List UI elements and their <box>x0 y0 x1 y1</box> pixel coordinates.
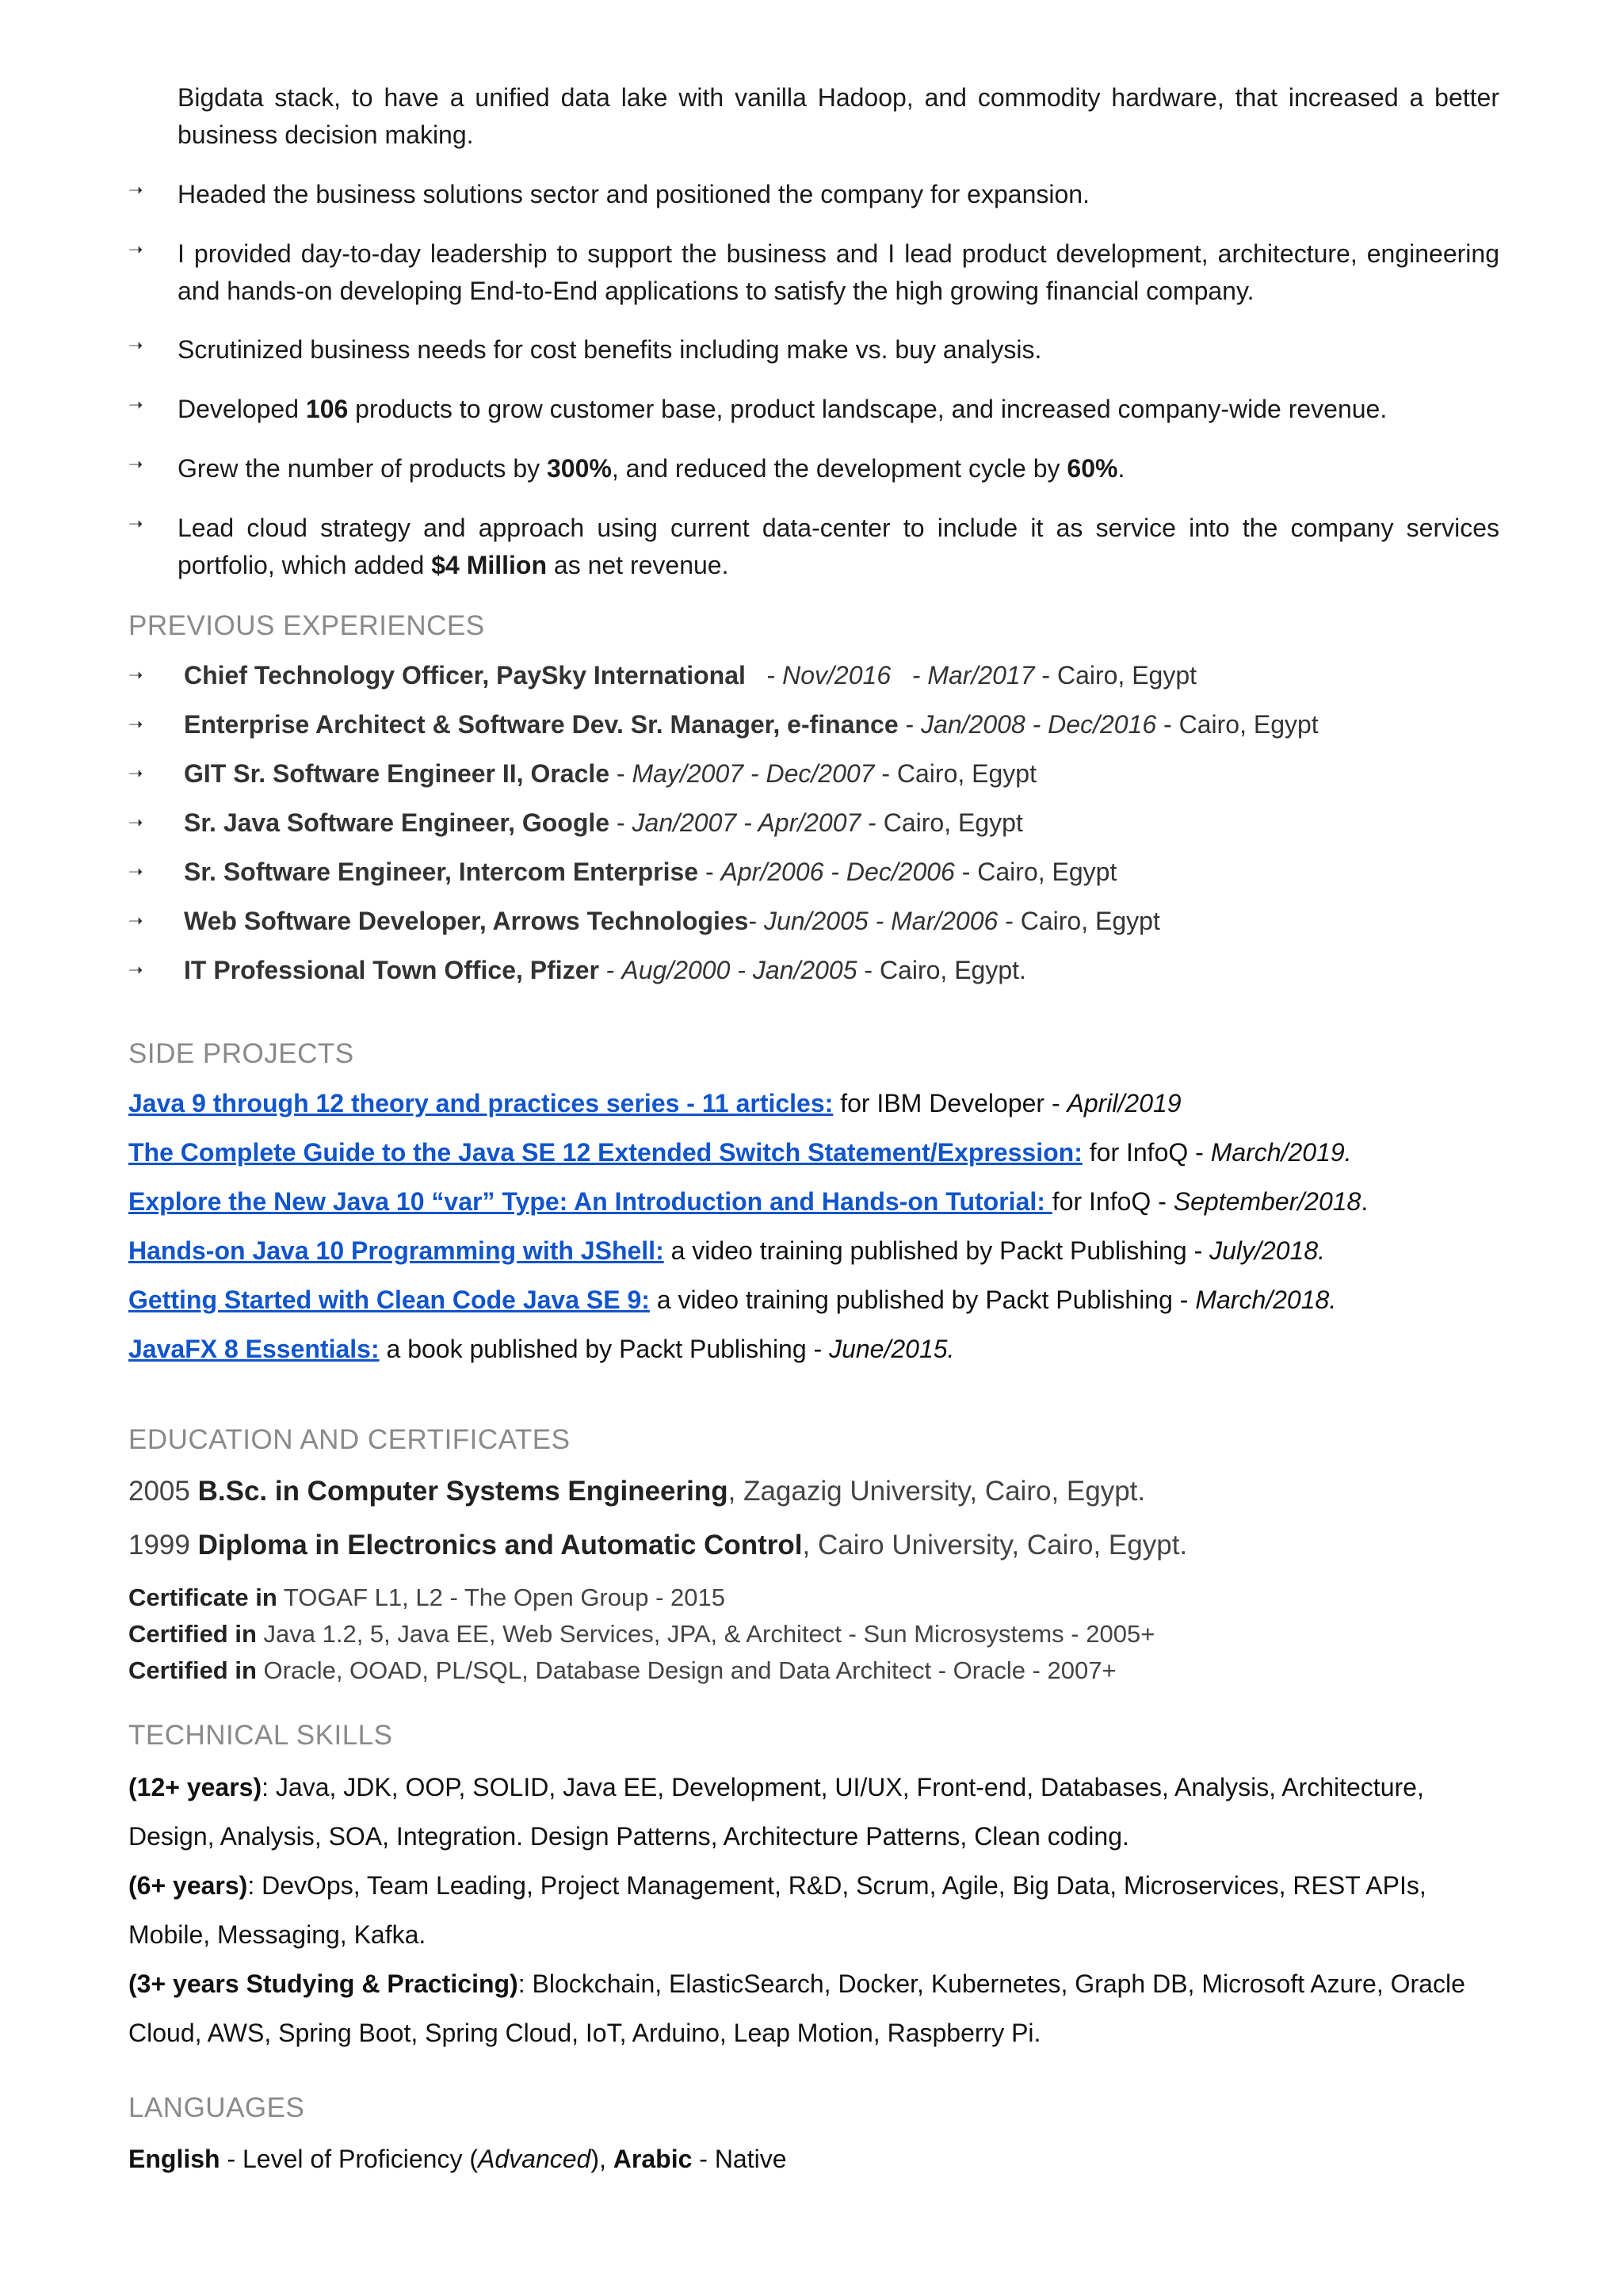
bullet-item: Scrutinized business needs for cost benefits including make vs. buy analysis. <box>178 335 1042 364</box>
side-project-item: Getting Started with Clean Code Java SE 9: a video training published by Packt Publishing - March/2018. <box>128 1286 1337 1314</box>
skill-group: (6+ years): DevOps, Team Leading, Project Management, R&D, Scrum, Agile, Big Data, Microservices, REST APIs, Mobile, Messaging, Kafka. <box>128 1871 1426 1949</box>
side-project-item: JavaFX 8 Essentials: a book published by Packt Publishing - June/2015. <box>128 1335 955 1363</box>
side-project-item: Java 9 through 12 theory and practices series - 11 articles: for IBM Developer - April/2019 <box>128 1089 1182 1117</box>
side-project-item: Hands-on Java 10 Programming with JShell: a video training published by Packt Publishing - July/2018. <box>128 1236 1325 1265</box>
side-project-link[interactable]: Hands-on Java 10 Programming with JShell: <box>128 1236 664 1265</box>
side-project-link[interactable]: The Complete Guide to the Java SE 12 Extended Switch Statement/Expression: <box>128 1138 1083 1167</box>
arrow-bullet-icon: ➝ <box>128 514 143 533</box>
certificate-item: Certified in Oracle, OOAD, PL/SQL, Database Design and Data Architect - Oracle - 2007+ <box>128 1656 1117 1684</box>
bullet-item: Lead cloud strategy and approach using current data-center to include it as service into the company services portfolio, which added $4 Million as net revenue. <box>178 514 1499 579</box>
arrow-bullet-icon: ➝ <box>128 960 143 980</box>
side-project-item: The Complete Guide to the Java SE 12 Extended Switch Statement/Expression: for InfoQ - March/2019. <box>128 1138 1352 1167</box>
bullet-item: Grew the number of products by 300%, and reduced the development cycle by 60%. <box>178 454 1125 483</box>
skills-list <box>128 1763 1499 2057</box>
bullet-item: Developed 106 products to grow customer base, product landscape, and increased company-wide revenue. <box>178 395 1388 423</box>
certificate-item: Certificate in TOGAF L1, L2 - The Open Group - 2015 <box>128 1584 725 1611</box>
section-title-languages: LANGUAGES <box>128 2092 305 2123</box>
bullet-item: Headed the business solutions sector and positioned the company for expansion. <box>178 180 1090 208</box>
section-title-previous-experiences: PREVIOUS EXPERIENCES <box>128 610 485 641</box>
arrow-bullet-icon: ➝ <box>128 239 143 259</box>
arrow-bullet-icon: ➝ <box>128 861 143 881</box>
languages-line: English - Level of Proficiency (Advanced), Arabic - Native <box>128 2145 787 2173</box>
side-project-link[interactable]: Getting Started with Clean Code Java SE 9: <box>128 1286 650 1314</box>
arrow-bullet-icon: ➝ <box>128 454 143 474</box>
education-degree: 2005 B.Sc. in Computer Systems Engineering, Zagazig University, Cairo, Egypt. <box>128 1476 1146 1507</box>
arrow-bullet-icon: ➝ <box>128 714 143 734</box>
section-title-side-projects: SIDE PROJECTS <box>128 1038 354 1069</box>
arrow-bullet-icon: ➝ <box>128 335 143 355</box>
arrow-bullet-icon: ➝ <box>128 395 143 415</box>
arrow-bullet-icon: ➝ <box>128 763 143 783</box>
skill-group: (3+ years Studying & Practicing): Blockchain, ElasticSearch, Docker, Kubernetes, Graph DB, Microsoft Azure, Oracle Cloud, AWS, Spring Boot, Spring Cloud, IoT, Arduino, Leap Motion, Raspberry Pi. <box>128 1969 1465 2047</box>
arrow-bullet-icon: ➝ <box>128 180 143 200</box>
certificate-item: Certified in Java 1.2, 5, Java EE, Web Services, JPA, & Architect - Sun Microsystems - 2005+ <box>128 1620 1155 1648</box>
side-project-link[interactable]: Java 9 through 12 theory and practices series - 11 articles: <box>128 1089 834 1117</box>
section-title-technical-skills: TECHNICAL SKILLS <box>128 1720 393 1751</box>
intro-paragraph: Bigdata stack, to have a unified data lake with vanilla Hadoop, and commodity hardware, that increased a better business decision making. <box>178 83 1499 149</box>
side-project-item: Explore the New Java 10 “var” Type: An Introduction and Hands-on Tutorial: for InfoQ - September/2018. <box>128 1187 1369 1216</box>
section-title-education: EDUCATION AND CERTIFICATES <box>128 1424 571 1455</box>
resume-page: Bigdata stack, to have a unified data lake with vanilla Hadoop, and commodity hardware, that increased a better business decision making. ➝ Headed the business solutions sector and positioned the company for expansion. ➝ I provided day-to-day leadership to support the business and I lead product development, architecture, engineering and hands-on developing End-to-End applications to satisfy the high growing financial company. ➝ Scrutinized business needs for cost benefits including make vs. buy analysis. ➝ Developed 106 products to grow customer base, product landscape, and increased company-wide revenue. ➝ Grew the number of products by 300%, and reduced the development cycle by 60%. ➝ Lead cloud strategy and approach using current data-center to include it as service into the company services portfolio, which added $4 Million as net revenue. PREVIOUS EXPERIENCES ➝ Chief Technology Officer, PaySky International - Nov/2016 - Mar/2017 - Cairo, Egypt ➝ Enterprise Architect & Software Dev. Sr. Manager, e-finance - Jan/2008 - Dec/2016 - Cairo, Egypt ➝ GIT Sr. Software Engineer II, Oracle - May/2007 - Dec/2007 - Cairo, Egypt ➝ Sr. Java Software Engineer, Google - Jan/2007 - Apr/2007 - Cairo, Egypt ➝ Sr. Software Engineer, Intercom Enterprise - Apr/2006 - Dec/2006 - Cairo, Egypt ➝ Web Software Developer, Arrows Technologies- Jun/2005 - Mar/2006 - Cairo, Egypt ➝ IT Professional Town Office, Pfizer - Aug/2000 - Jan/2005 - Cairo, Egypt. SIDE PROJECTS Java 9 through 12 theory and practices series - 11 articles: for IBM Developer - April/2019 The Complete Guide to the Java SE 12 Extended Switch Statement/Expression: for InfoQ - March/2019. Explore the New Java 10 “var” Type: An Introduction and Hands-on Tutorial: for InfoQ - September/2018. Hands-on Java 10 Programming with JShell: a video training published by Packt Publishing - July/2018. Getting Started with Clean Code Java SE 9: a video training published by Packt Publishing - March/2018. JavaFX 8 Essentials: a book published by Packt Publishing - June/2015. EDUCATION AND CERTIFICATES 2005 B.Sc. in Computer Systems Engineering, Zagazig University, Cairo, Egypt. 1999 Diploma in Electronics and Automatic Control, Cairo University, Cairo, Egypt. Certificate in TOGAF L1, L2 - The Open Group - 2015 Certified in Java 1.2, 5, Java EE, Web Services, JPA, & Architect - Sun Microsystems - 2005+ Certified in Oracle, OOAD, PL/SQL, Database Design and Data Architect - Oracle - 2007+ TECHNICAL SKILLS (12+ years): Java, JDK, OOP, SOLID, Java EE, Development, UI/UX, Front-end, Databases, Analysis, Architecture, Design, Analysis, SOA, Integration. Design Patterns, Architecture Patterns, Clean coding. (6+ years): DevOps, Team Leading, Project Management, R&D, Scrum, Agile, Big Data, Microservices, REST APIs, Mobile, Messaging, Kafka. (3+ years Studying & Practicing): Blockchain, ElasticSearch, Docker, Kubernetes, Graph DB, Microsoft Azure, Oracle Cloud, AWS, Spring Boot, Spring Cloud, IoT, Arduino, Leap Motion, Raspberry Pi. LANGUAGES English - Level of Proficiency (Advanced), Arabic - Native <box>0 0 1623 2296</box>
arrow-bullet-icon: ➝ <box>128 812 143 832</box>
arrow-bullet-icon: ➝ <box>128 911 143 930</box>
arrow-bullet-icon: ➝ <box>128 665 143 685</box>
side-project-link[interactable]: JavaFX 8 Essentials: <box>128 1335 380 1363</box>
side-project-link[interactable]: Explore the New Java 10 “var” Type: An Introduction and Hands-on Tutorial: <box>128 1187 1052 1216</box>
bullet-item: I provided day-to-day leadership to support the business and I lead product development, architecture, engineering and hands-on developing End-to-End applications to satisfy the high growing financial company. <box>178 239 1499 305</box>
education-degree: 1999 Diploma in Electronics and Automatic Control, Cairo University, Cairo, Egypt. <box>128 1530 1188 1561</box>
skill-group: (12+ years): Java, JDK, OOP, SOLID, Java EE, Development, UI/UX, Front-end, Databases, Analysis, Architecture, Design, Analysis, SOA, Integration. Design Patterns, Architecture Patterns, Clean coding. <box>128 1773 1424 1851</box>
